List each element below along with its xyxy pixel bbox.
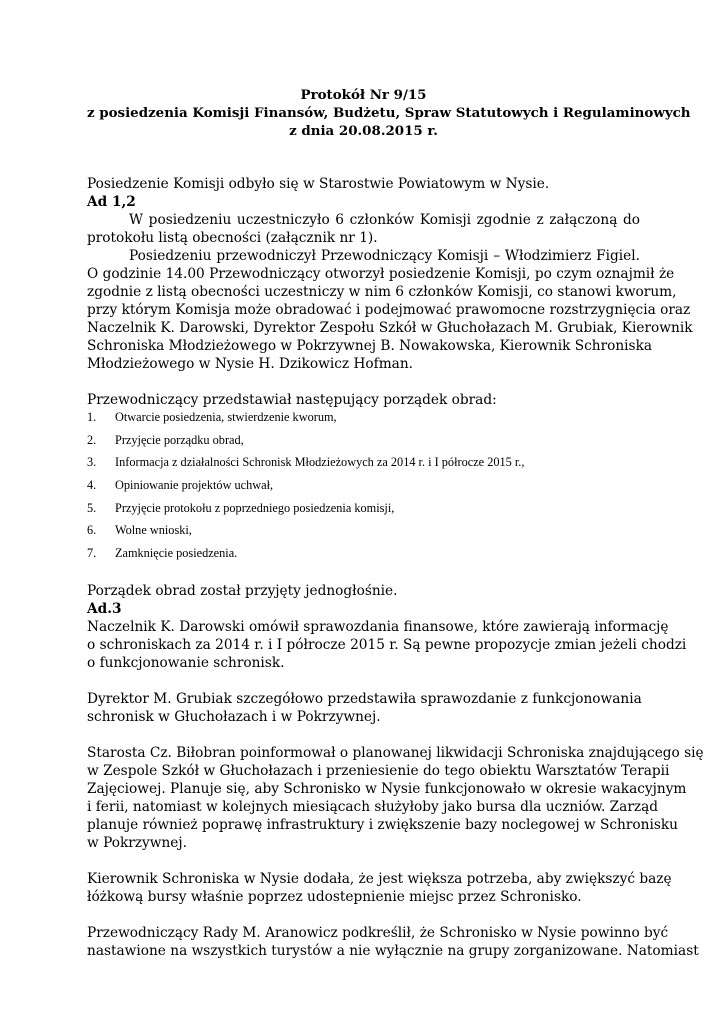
document-page xyxy=(87,0,704,960)
attendance-paragraph xyxy=(87,211,640,247)
text-line: O godzinie 14.00 Przewodniczący otworzył posiedzenie Komisji, po czym oznajmił że xyxy=(87,266,675,282)
list-item xyxy=(87,454,640,477)
darowski-paragraph xyxy=(87,618,687,672)
list-item xyxy=(87,545,640,568)
text-line: Młodzieżowego w Nysie H. Dzikowicz Hofman. xyxy=(87,356,414,372)
item-text: Informacja z działalności Schronisk Młodzieżowych za 2014 r. i I półrocze 2015 r., xyxy=(115,455,525,470)
kierownik-paragraph xyxy=(87,870,672,906)
item-number: 6. xyxy=(87,523,97,538)
text-line: Schroniska Młodzieżowego w Pokrzywnej B. Nowakowska, Kierownik Schroniska xyxy=(87,338,653,354)
text-line: o schroniskach za 2014 r. i I półrocze 2015 r. Są pewne propozycje zmian jeżeli chodzi xyxy=(87,636,687,653)
text-line: Dyrektor M. Grubiak szczegółowo przedstawiła sprawozdanie z funkcjonowania xyxy=(87,690,642,707)
text-line: Zajęciowej. Planuje się, aby Schronisko w Nysie funkcjonowało w okresie wakacyjnym xyxy=(87,780,687,797)
text-line: schronisk w Głuchołazach i w Pokrzywnej. xyxy=(87,708,381,725)
chair-paragraph xyxy=(87,247,693,373)
item-number: 3. xyxy=(87,455,97,470)
aranowicz-paragraph xyxy=(87,924,699,960)
text-line: Starosta Cz. Biłobran poinformował o planowanej likwidacji Schroniska znajdującego się xyxy=(87,744,704,761)
item-text: Przyjęcie protokołu z poprzedniego posiedzenia komisji, xyxy=(115,500,395,515)
item-text: Otwarcie posiedzenia, stwierdzenie kworum, xyxy=(115,410,337,424)
text-line: i ferii, natomiast w kolejnych miesiącach służyłoby jako bursa dla uczniów. Zarząd xyxy=(87,798,658,815)
text-line: Porządek obrad został przyjęty jednogłośnie. xyxy=(87,582,398,599)
text-line: w Zespole Szkół w Głuchołazach i przeniesienie do tego obiektu Warsztatów Terapii xyxy=(87,762,670,779)
text-line: Naczelnik K. Darowski, Dyrektor Zespołu Szkół w Głuchołazach M. Grubiak, Kierownik xyxy=(87,320,693,336)
text-line: zgodnie z listą obecności uczestniczy w nim 6 członków Komisji, co stanowi kworum, xyxy=(87,284,677,300)
grubiak-paragraph xyxy=(87,690,640,726)
list-item xyxy=(87,522,640,545)
text-line: w Pokrzywnej. xyxy=(87,834,187,851)
text-line: przy którym Komisja może obradować i podejmować prawomocne rozstrzygnięcia oraz xyxy=(87,302,691,318)
text-line: nastawione na wszystkich turystów a nie wyłącznie na grupy zorganizowane. Natomiast xyxy=(87,942,699,959)
text-line: protokołu listą obecności (załącznik nr 1). xyxy=(87,230,378,246)
intro-paragraph xyxy=(87,175,640,193)
agenda-intro xyxy=(87,391,640,409)
text-line: W posiedzeniu uczestniczyło 6 członków Komisji zgodnie z załączoną do xyxy=(129,212,640,228)
document-header xyxy=(87,86,691,140)
agenda-accepted xyxy=(87,582,640,600)
list-item xyxy=(87,432,640,455)
committee-name: z posiedzenia Komisji Finansów, Budżetu, Spraw Statutowych i Regulaminowych xyxy=(87,105,691,121)
text-line: Naczelnik K. Darowski omówił sprawozdania finansowe, które zawierają informację xyxy=(87,618,669,635)
text-line: łóżkową bursy właśnie poprzez udostepnienie miejsc przez Schronisko. xyxy=(87,888,582,905)
item-text: Opiniowanie projektów uchwał, xyxy=(115,478,274,493)
text-line: Posiedzeniu przewodniczył Przewodniczący Komisji – Włodzimierz Figiel. xyxy=(129,248,640,264)
list-item xyxy=(87,500,640,523)
item-number: 7. xyxy=(87,546,97,561)
item-number: 4. xyxy=(87,478,97,493)
text-line: Posiedzenie Komisji odbyło się w Starostwie Powiatowym w Nysie. xyxy=(87,176,550,192)
bilobran-paragraph xyxy=(87,744,704,852)
list-item xyxy=(87,409,640,432)
item-number: 2. xyxy=(87,432,97,447)
section-heading-ad12: Ad 1,2 xyxy=(87,194,136,210)
text-line: o funkcjonowanie schronisk. xyxy=(87,654,285,671)
meeting-date: z dnia 20.08.2015 r. xyxy=(289,123,438,139)
text-line: Kierownik Schroniska w Nysie dodała, że jest większa potrzeba, aby zwiększyć bazę xyxy=(87,870,672,887)
agenda-list xyxy=(87,409,640,568)
item-text: Wolne wnioski, xyxy=(115,523,192,538)
text-line: planuje również poprawę infrastruktury i zwiększenie bazy noclegowej w Schronisku xyxy=(87,816,678,833)
item-number: 1. xyxy=(87,410,97,424)
item-text: Przyjęcie porządku obrad, xyxy=(115,432,244,447)
list-item xyxy=(87,477,640,500)
text-line: Przewodniczący przedstawiał następujący porządek obrad: xyxy=(87,392,497,408)
item-number: 5. xyxy=(87,500,97,515)
text-line: Przewodniczący Rady M. Aranowicz podkreślił, że Schronisko w Nysie powinno być xyxy=(87,924,669,941)
item-text: Zamknięcie posiedzenia. xyxy=(115,546,238,561)
protocol-number: Protokół Nr 9/15 xyxy=(300,87,427,103)
section-heading-ad3: Ad.3 xyxy=(87,600,122,617)
